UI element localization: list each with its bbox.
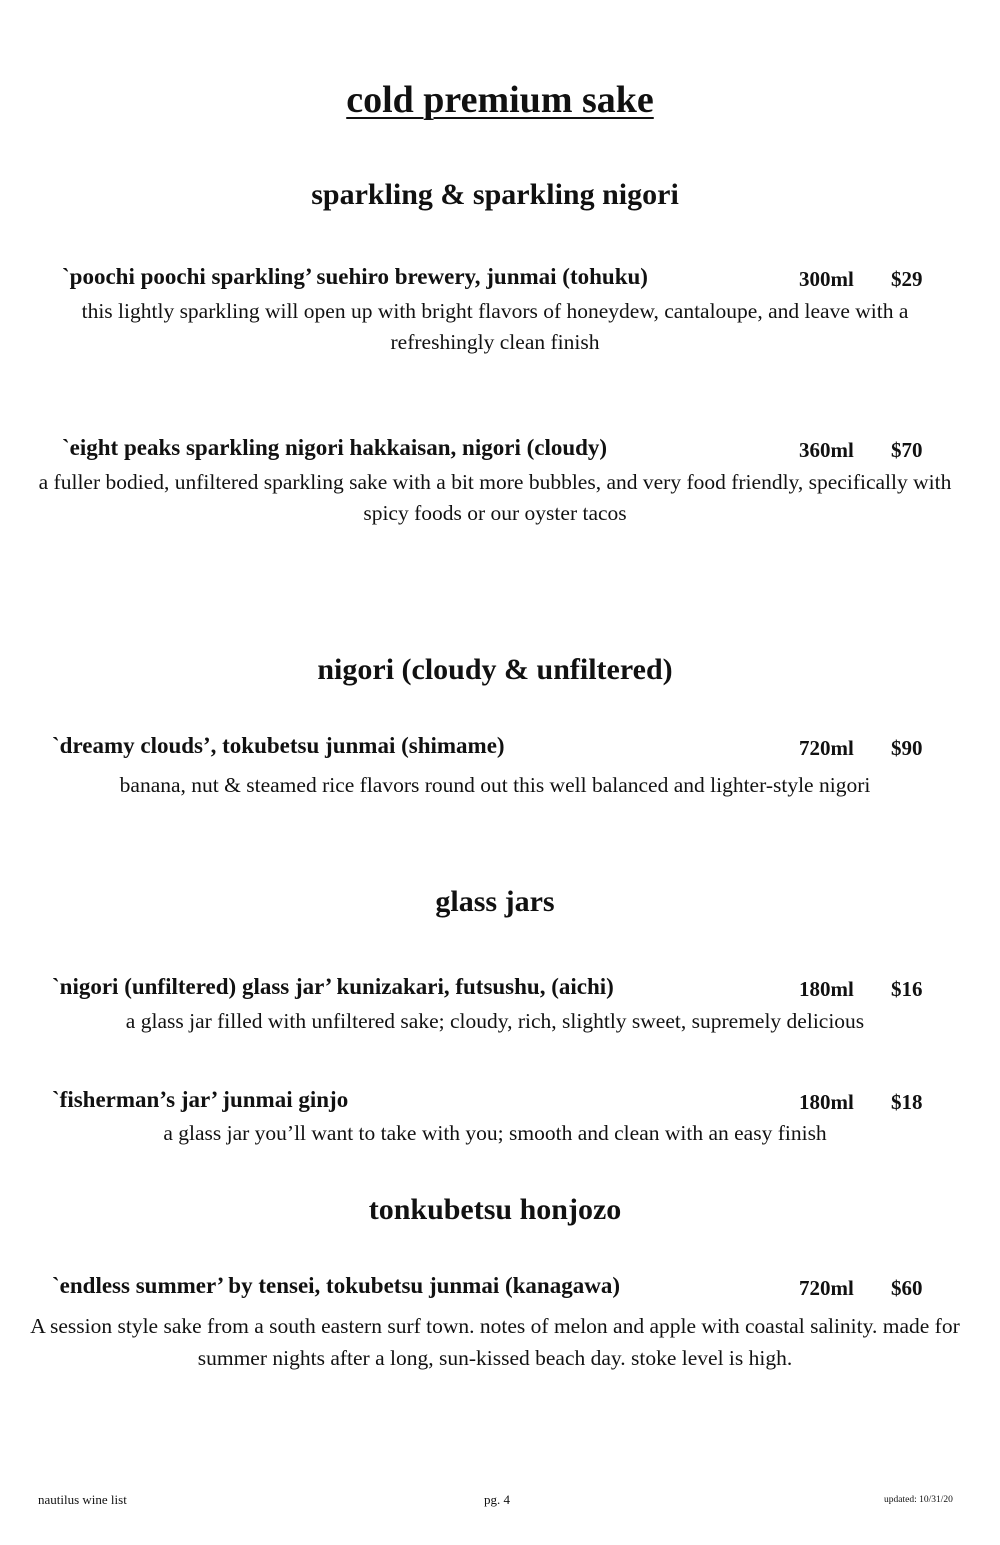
item-name: `nigori (unfiltered) glass jar’ kunizakari, futsushu, (aichi) bbox=[52, 974, 614, 999]
item-price: $70 bbox=[891, 438, 923, 462]
section-heading-nigori: nigori (cloudy & unfiltered) bbox=[317, 653, 673, 686]
section-heading-honjozo: tonkubetsu honjozo bbox=[368, 1193, 622, 1226]
item-price: $29 bbox=[891, 267, 923, 291]
item-description: this lightly sparkling will open up with bright flavors of honeydew, cantaloupe, and leave with a refreshingly clean finish bbox=[81, 299, 909, 354]
footer-updated-date: updated: 10/31/20 bbox=[884, 1495, 953, 1505]
item-price: $60 bbox=[891, 1276, 923, 1300]
page-title: cold premium sake bbox=[346, 79, 654, 121]
item-description: A session style sake from a south eastern surf town. notes of melon and apple with coastal salinity. made for summer nights after a long, sun-kissed beach day. stoke level is high. bbox=[30, 1314, 960, 1370]
section-heading-glass-jars: glass jars bbox=[435, 885, 555, 918]
item-name: `endless summer’ by tensei, tokubetsu junmai (kanagawa) bbox=[52, 1273, 620, 1298]
item-description: banana, nut & steamed rice flavors round out this well balanced and lighter-style nigori bbox=[119, 773, 871, 797]
item-description: a glass jar you’ll want to take with you; smooth and clean with an easy finish bbox=[163, 1121, 827, 1145]
footer-page-number: pg. 4 bbox=[484, 1492, 510, 1507]
item-size: 720ml bbox=[799, 736, 854, 760]
item-description: a glass jar filled with unfiltered sake; cloudy, rich, slightly sweet, supremely delicious bbox=[125, 1009, 865, 1033]
section-heading-sparkling: sparkling & sparkling nigori bbox=[311, 178, 679, 211]
item-price: $18 bbox=[891, 1090, 923, 1114]
item-size: 300ml bbox=[799, 267, 854, 291]
item-name: `eight peaks sparkling nigori hakkaisan, nigori (cloudy) bbox=[62, 435, 608, 460]
item-name: `dreamy clouds’, tokubetsu junmai (shimame) bbox=[52, 733, 505, 758]
footer-document-name: nautilus wine list bbox=[38, 1492, 127, 1507]
item-price: $90 bbox=[891, 736, 923, 760]
item-name: `poochi poochi sparkling’ suehiro brewery, junmai (tohuku) bbox=[62, 264, 648, 289]
item-price: $16 bbox=[891, 977, 923, 1001]
item-size: 720ml bbox=[799, 1276, 854, 1300]
item-size: 180ml bbox=[799, 977, 854, 1001]
item-size: 360ml bbox=[799, 438, 854, 462]
item-description: a fuller bodied, unfiltered sparkling sake with a bit more bubbles, and very food friendly, specifically with spicy foods or our oyster tacos bbox=[38, 470, 952, 525]
item-size: 180ml bbox=[799, 1090, 854, 1114]
item-name: `fisherman’s jar’ junmai ginjo bbox=[52, 1087, 349, 1112]
